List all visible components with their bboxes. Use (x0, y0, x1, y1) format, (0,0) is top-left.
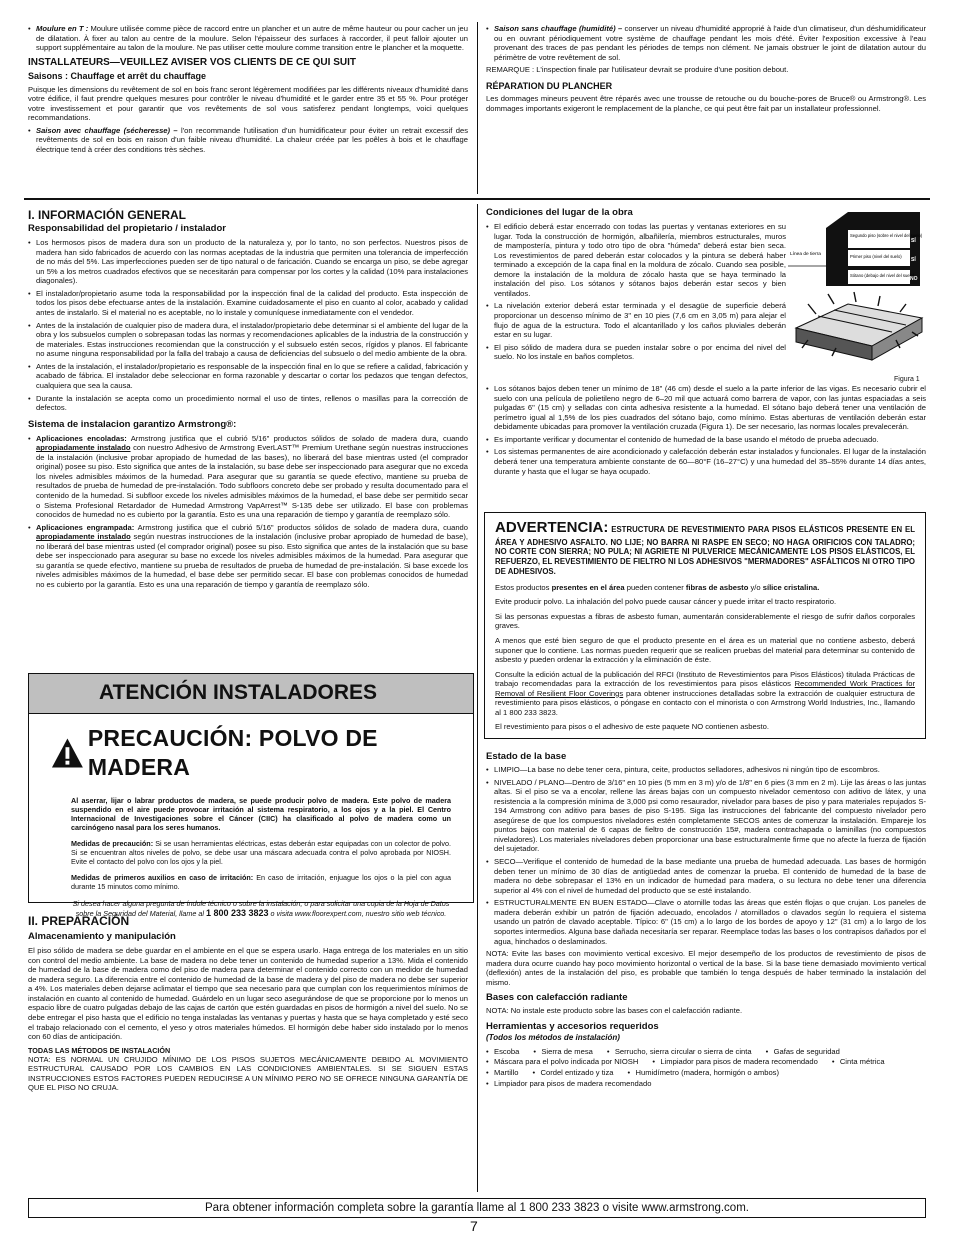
precaution-text: Medidas de precaución: Si se usan herramientas eléctricas, estas deberán estar equipadas con un colector de polvo. Si se encuentran altos niveles de polvo, se debe usar una máscara adecuada contra el polvo aprobada por NIOSH. Evite el contacto del polvo con los ojos y la piel. (71, 839, 451, 867)
resp-item: • Antes de la instalación, el instalador/propietario es responsable de la inspección final en lo que se refiere a calidad, fabricación y acabado de fábrica. El instalador debe seleccionar en forma razonable y descartar o cortar los pedazos que tengan defectos, cualquiera que sea la causa. (28, 362, 468, 391)
ground-line-label: Línea de tierra (790, 252, 821, 257)
no-badge: NO (910, 276, 918, 282)
fr-left-column (28, 24, 468, 158)
adv-p4: A menos que esté bien seguro de que el producto presente en el área es un material que no contiene asbesto, deberá suponer que lo contiene. Las normas pueden requerir que se realicen pruebas del material para determinar su contenido de asbesto y pueden ordenar la extracción y la eliminación de éste. (495, 635, 915, 665)
resp-item: • El instalador/propietario asume toda la responsabilidad por la inspección final de la calidad del producto. Esta inspección de todos los pisos debe efectuarse antes de la instalación. Examine cuidadosamente el piso en cuanto al color, acabado y calidad antes de instalarlo. Si el material no es aceptable, no lo instale y comuníquese inmediatamente con el vendedor. (28, 289, 468, 318)
level2-label: Segundo piso (sobre el nivel del suelo) (850, 233, 923, 238)
responsibility-heading: Responsabilidad del propietario / instalador (28, 223, 226, 235)
tools-subheading: (Todos los métodos de instalación) (486, 1032, 620, 1042)
base-item: • SECO—Verifique el contenido de humedad de la base mediante una prueba de humedad adecuada. Las bases de hormigón deben tener un mínimo de 30 días de antigüedad antes de comenzar la prueba. El contenido de humedad de la base de madera no debe sobrepasar el 13% en un indicador de humedad para madera, o su lectura no debe tener una diferencia superior al 4% con el nivel de humedad del producto que se esté instalando. (486, 857, 926, 895)
storage-text: El piso sólido de madera se debe guardar en el ambiente en el que se espera usarlo. Haga entrega de los materiales en un sitio con control del medio ambiente. La base de madera no debe tener un contenido de humedad superior a 13%. Mida el contenido de humedad de la base de madera como del piso de madera para determinar el contenido correcto con un medidor de humedad de madera seguro. La diferencia entre el contenido de humedad de la base de madera y del piso de madera no debe ser superior a 4%. Los materiales deben dejarse aclimatar el tiempo que sea necesario para que cumplan con los requerimientos mínimos de instalación en cuanto al contenido de humedad. Guárdelo en un lugar seco asegurándose de que se proporcione por lo menos un espacio libre de cuatro pulgadas debajo de las cajas de cartón que estén guardadas en pisos de hormigón a nivel del suelo. No se debe entregar el piso hasta que el edificio no tenga instaladas las ventanas y puertas y hasta que se haya completado y esté seco el trabajo relacionado con el cemento, el yeso y otros materiales húmedos. El hormigón debe haber sido instalado por lo menos con 60 días de anticipación. (28, 946, 468, 1042)
tool-item: • Limpiador para pisos de madera recomendado (486, 1079, 651, 1089)
es-right-column-lower (486, 751, 926, 1089)
base-note: NOTA: Evite las bases con movimiento vertical excesivo. El mejor desempeño de los productos de revestimiento de pisos de madera dura ocurre cuando hay poco movimiento horizontal o vertical de la base. Si la base tiene demasiado movimiento vertical (deflexión) antes de la instalación del piso, es probable que también lo tenga después de haber terminado la instalación del mismo. (486, 949, 926, 987)
caution-bold-text: Al aserrar, lijar o labrar productos de madera, se puede producir polvo de madera. Este polvo de madera suspendido en el aire puede provocar irritación al sistema respiratorio, a los ojos y a la piel. El Centro Internacional de Investigaciones sobre el Cáncer (CIIC) ha clasificado al polvo de madera como un carcinógeno nasal para los seres humanos. (71, 795, 451, 833)
base-item: • ESTRUCTURALMENTE EN BUEN ESTADO—Clave o atornille todas las áreas que estén flojas o que crujan. Los paneles de madera deberán exhibir un patrón de fijación adecuado, encolados / atornillados o clavados según lo requiera el sistema usando un patrón de clavado aceptable. Típico: 6" (15 cm) a lo largo de los bordes de apoyo y 12" (31 cm) a lo largo de los soportes intermedios. Alguna base dañada necesitaría ser reparar. Reemplace todas las bases o los contrapisos dañados por el agua, hinchados o deslaminados. (486, 898, 926, 946)
main-column-divider (477, 204, 478, 1192)
fr-right-column (486, 24, 926, 116)
site-item: • Es importante verificar y documentar el contenido de humedad de la base usando el método de prueba adecuado. (486, 435, 926, 445)
base-condition-heading: Estado de la base (486, 751, 567, 762)
advertencia-heading: ADVERTENCIA: ESTRUCTURA DE REVESTIMIENTO PARA PISOS ELÁSTICOS PRESENTE EN EL ÁREA Y ADHESIVO ASFALTO. NO LIJE; NO BARRA NI RASPE EN SECO; NO HAGA ORIFICIOS CON TALADRO; NO CORTE CON SIERRA; NO PULA; NI AGRIETE NI PULVERICE MECÁNICAMENTE LOS PISOS ELÁSTICOS, EL REFUERZO, EL REVESTIMIENTO DE FIELTRO NI LOS ADHESIVOS "MERMADORES" ASFÁLTICOS NI OTRO TIPO DE ADHESIVOS. (495, 519, 915, 576)
es-left-column (28, 206, 468, 593)
caution-title: PRECAUCIÓN: POLVO DE MADERA (87, 725, 378, 780)
advertencia-box (484, 512, 926, 739)
repair-heading: RÉPARATION DU PLANCHER (486, 80, 613, 91)
warranty-footer-bar (28, 1198, 926, 1218)
section1-heading: I. INFORMACIÓN GENERAL (28, 208, 186, 222)
moulure-item: • Moulure en T : Moulure utilisée comme pièce de raccord entre un plancher et un autre de même hauteur ou pour cacher un jeu de dilatation. À fixer au talon au centre de la moulure. Selon l'épaisseur des surfaces à raccorder, il peut falloir ajouter un support supplémentaire au talon de la moulure. Ne pas utiliser cette moulure comme transition entre le plancher et la moquette. (28, 24, 468, 53)
warranty-system-heading: Sistema de instalacion garantizo Armstrong®: (28, 418, 237, 430)
all-methods-text: NOTA: ES NORMAL UN CRUJIDO MÍNIMO DE LOS PISOS SUJETOS MECÁNICAMENTE DEBIDO AL MOVIMIENTO ESTRUCTURAL CAUSADO POR LOS CAMBIOS EN LAS CONDICIONES AMBIENTALES. SI SE SIGUEN ESTAS INSTRUCCIONES ESTOS FACTORES PUEDEN REDUCIRSE A UN MÍNIMO PERO NO SE OFRECE NINGUNA GARANTÍA DE QUE EL PISO NO CRUJA. (28, 1054, 468, 1093)
tool-item: • Gafas de seguridad (766, 1047, 840, 1057)
warning-triangle-icon (51, 737, 84, 769)
section-divider (24, 198, 930, 200)
es-left-column-lower (28, 914, 468, 1096)
tool-item: • Cordel entizado y tiza (532, 1068, 613, 1078)
tools-row (486, 1057, 926, 1067)
tool-item: • Humidímetro (madera, hormigón o ambos) (628, 1068, 780, 1078)
tool-item: • Máscara para el polvo indicada por NIOSH (486, 1057, 638, 1067)
tool-item: • Cinta métrica (832, 1057, 885, 1067)
level0-label: Sótano (debajo del nivel del suelo) (850, 273, 915, 278)
attention-installers-box (28, 673, 474, 918)
top-column-divider (477, 22, 478, 194)
tool-item: • Martillo (486, 1068, 518, 1078)
site-item: • Los sótanos bajos deben tener un mínimo de 18" (46 cm) desde el suelo a la parte inferior de las vigas. Es necesario cubrir el suelo con una película de polietileno negro de 6–20 mil que actuará como barrera de vapor, con las juntas espaciadas a seis pulgadas 6" (15 cm) y selladas con cinta adhesiva resistente a la humedad. El sótano bajo deberá tener una ventilación de perímetro igual al 1,5% de los pies cuadrados del sótano bajo, como mínimo. Estas aberturas de ventilación deberán estar debidamente ubicadas para promover la ventilación cruzada (Figura 1). De ser necesario, las normas locales prevalecerán. (486, 384, 926, 432)
adv-p1: Estos productos presentes en el área pueden contener fibras de asbesto y/o sílice cristalina. (495, 582, 820, 592)
phone-number: 1 800 233 3823 (205, 907, 269, 918)
msds-text: Si desea hacer alguna pregunta de índole técnico o sobre la instalación, o para solicitar una copia de la Hoja de Datos sobre la Seguridad del Material, llame al 1 800 233 3823 o visita www.floorexpert.com, nuestro sitio web técnico. (72, 898, 450, 918)
remarque-text: REMARQUE : L'inspection finale par l'utilisateur devrait se produire d'une position debout. (486, 65, 789, 75)
seasons-heading: Saisons : Chauffage et arrêt du chauffage (28, 71, 207, 82)
tools-row (486, 1047, 926, 1057)
adv-p6: El revestimiento para pisos o el adhesivo de este paquete NO contienen asbesto. (495, 722, 769, 732)
site-conditions-heading: Condiciones del lugar de la obra (486, 207, 633, 218)
site-item: • El piso sólido de madera dura se pueden instalar sobre o por encima del nivel del suelo. No los instale en baños completos. (486, 343, 786, 362)
resp-item: • Los hermosos pisos de madera dura son un producto de la naturaleza y, por lo tanto, no son perfectos. Nuestros pisos de madera han sido fabricados de acuerdo con las normas aceptadas de la industria que permiten una tolerancia de imperfección de no más del 5%. Las imperfecciones pueden ser de tipo natural o de faricación. Cuando se encarga un piso, se debe agregar un 5% a los metros cuadrados efectivos que se necesitarán para compensar por los cortes y la calidad (10% para instalaciones diagonales). (28, 238, 468, 286)
page-number: 7 (470, 1218, 478, 1234)
radiant-heading: Bases con calefacción radiante (486, 992, 628, 1004)
stapled-applications-item: • Aplicaciones engrampada: Armstrong justifica que el cubrió 5/16" productos sólidos de solado de madera dura, cuando apropiadamente instalado según nuestras instrucciones de la instalación (inclusive probar apropiado de humedad de base), no liberará del base mientras usted (el comprador original) posee su piso. Esto significa que antes de la instalación que su base debe ser inspeccionado para asegurar su base no excede los niveles admisibles máximos de la humedad. Para asegurar que su garantía se quede efectivo, mantiene su prueba de resultados de prueba de humedad de pre-instalación. Si base excede los niveles admisibles máximos de la humedad, el base debe ser permitido secar. El base con problemas conocidos de humedad no es cubierto por la garantía. Esto es una una reparación de tiempo y garantía de reemplazo sólo. (28, 523, 468, 590)
tool-item: • Serrucho, sierra circular o sierra de cinta (607, 1047, 752, 1057)
advertencia-title: ADVERTENCIA: (495, 519, 609, 536)
radiant-text: NOTA: No instale este producto sobre las bases con el calefacción radiante. (486, 1006, 743, 1016)
all-methods-heading: TODAS LAS MÉTODOS DE INSTALACIÓN (28, 1045, 171, 1055)
tool-item: • Escoba (486, 1047, 519, 1057)
dry-season-item: • Saison avec chauffage (sécheresse) – l'on recommande l'utilisation d'un humidificateur pour éviter un retrait excessif des revêtements de sol en bois en raison d'un faible niveau d'humidité. La chaleur créée par les poêles à bois et le chauffage électrique tend à créer des conditions très sèches. (28, 126, 468, 155)
crawlspace-sketch (796, 292, 922, 360)
adv-p3: Si las personas expuestas a fibras de asbesto fuman, aumentarán considerablemente el riesgo de sufrir daños corporales graves. (495, 611, 915, 631)
base-item: • NIVELADO / PLANO—Dentro de 3/16" en 10 pies (5 mm en 3 m) y/o de 1/8" en 6 pies (3 mm en 2 m). Lije las áreas o las juntas altas. Si el piso se va a encolar, rellene las áreas bajas con un compuesto nivelador cementoso con aditivo de látex, y una resistencia a la compresión mínima de 3,000 psi como resaurador, nivelador para bases de piso y para materiales repujados S-194 Armstrong con aditivo para bases de piso S-195. Siga las instrucciones del fabricante del compuesto nivelador pero asegúrese de que los compuestos niveladores estén completamente SECOS antes de comenzar la instalación. Empareje los puntos bajos con material de 6 capas de fieltro de construcción 15#, madera contrachapada o laminillas (no compuestos niveladores). Los materiales niveladores deben proporcionar una base estructuralmente firme que no afecte la fuerza de fijación del sujetador. (486, 778, 926, 855)
repair-text: Les dommages mineurs peuvent être réparés avec une trousse de retouche ou du bouche-pores de Bruce® ou Armstrong®. Les dommages importants exigeront le remplacement de la planche, ce qui peut être fait par un installateur professionnel. (486, 94, 926, 113)
level1-label: Primer piso (nivel del suelo) (850, 254, 902, 259)
seasons-text: Puisque les dimensions du revêtement de sol en bois franc seront légèrement modifiées par les différents niveaux d'humidité dans votre édifice, il faut prendre quelques mesures pour contrôler le niveau d'humidité et le garder entre 35 et 55 %. Pour protéger votre investissement et pour garantir que vos revêtements de sol vous satisferez pendant longtemps, voici quelques recommandations. (28, 84, 468, 123)
es-right-column-continued (486, 384, 926, 479)
es-right-column (486, 207, 786, 365)
resp-item: • Durante la instalación se acepta como un procedimiento normal el uso de tintes, rellenos o masillas para la corrección de defectos. (28, 394, 468, 413)
tools-heading: Herramientas y accesorios requeridos (486, 1020, 659, 1032)
tool-item: • Limpiador para pisos de madera recomendado (652, 1057, 817, 1067)
warranty-footer-text: Para obtener información completa sobre la garantía llame al 1 800 233 3823 o visite www.armstrong.com. (205, 1201, 749, 1214)
site-item: • La nivelación exterior deberá estar terminada y el desagüe de superficie deberá proporcionar un descenso mínimo de 3" en 10 pies (7,6 cm en 3,05 m) para alejar el flujo de agua de la estructura. Todo el alcantarillado y los caños pluviales deberán estar en su lugar. (486, 301, 786, 339)
adv-p5: Consulte la edición actual de la publicación del RFCI (Instituto de Revestimientos para Pisos Elásticos) titulada Prácticas de trabajo recomendadas para la extracción de los revestimientos para pisos elásticos Recommended Work Practices for Removal of Resilient Floor Coverings para obtener instrucciones detalladas sobre la extracción de cualquier estructura de revestimiento para pisos elásticos, o póngase en contacto con el minorista o con Armstrong World Industries, Inc., llamando al 1 800 233 3823. (495, 669, 915, 717)
glued-applications-item: • Aplicaciones encoladas: Armstrong justifica que el cubrió 5/16" productos sólidos de solado de madera dura, cuando apropiadamente instalado con nuestro Adhesivo de Armstrong EverLAST™ Premium Urethane según nuestras instrucciones de la instalación (inclusive probar apropiado de humedad de las bases), no liberará del base mientras usted (el comprador original) posee su piso. Esto significa que antes de la instalación, su base debe ser inspeccionado para asegurar que no exceda los niveles admisibles máximos de la humedad. Para asegurar que su garantía se quede efectivo, mantiene su prueba de resultados de prueba de humedad de pre-instalación. Todo subfloors concreto debe ser probado y resulta documentado para el contenido de la humedad. Si subfloor excede los niveles admisibles máximos de la humedad, el base debe ser permitido secar o Sistema Profesional Retardador de Humedad Armstrong VapArrest™ S-135 debe ser utilizado. El base con problemas conocidos de humedad no es cubierto por la garantía. Esto es una una reparación de tiempo y garantía de reemplazo sólo. (28, 434, 468, 520)
tool-item: • Sierra de mesa (533, 1047, 593, 1057)
tools-row (486, 1079, 926, 1089)
site-item: • Los sistemas permanentes de aire acondicionado y calefacción deberán estar instalados y funcionales. El lugar de la instalación deberá tener una temperatura ambiente constante de 60—80°F (16–27°C) y una humedad del 35–55% durante 14 días antes, durante y hasta que el lugar se haya ocupado. (486, 447, 926, 476)
base-item: • LIMPIO—La base no debe tener cera, pintura, ceite, productos selladores, adhesivos ni ningún tipo de escombros. (486, 765, 926, 775)
caution-header (29, 714, 473, 782)
resp-item: • Antes de la instalación de cualquier piso de madera dura, el instalador/propietario debe determinar si el ambiente del lugar de la obra y los subsuelos cumplen o sobrepasan todas las normas y recomendaciones aplicables de la industria de la construcción y de materiales. Estas instrucciones recomiendan que la construcción y el subsuelo estén secos, rígidos y planos. El fabricante no asume ninguna responsabilidad por la falla del trabajo a causa de deficiencias del subsuelo o del medio ambiente de la obra. (28, 321, 468, 359)
tools-row (486, 1068, 926, 1078)
caution-body (29, 782, 473, 919)
firstaid-text: Medidas de primeros auxilios en caso de irritación: En caso de irritación, enjuague los ojos o la piel con agua durante 15 minutos como mínimo. (71, 873, 451, 892)
humid-season-item: • Saison sans chauffage (humidité) – conserver un niveau d'humidité approprié à l'aide d'un climatiseur, d'un déshumidificateur ou en ouvrant périodiquement votre système de chauffage pendant les mois d'été. Éviter l'exposition excessive à l'eau provenant des traces de pas pendant les périodes de temps non clément. Ne jamais obstruer le joint de dilatation autour du périmètre de votre revêtement de sol. (486, 24, 926, 62)
adv-p2: Evite producir polvo. La inhalación del polvo puede causar cáncer y puede irritar el tracto respiratorio. (495, 597, 837, 607)
site-item: • El edificio deberá estar encerrado con todas las puertas y ventanas exteriores en su lugar. Toda la construcción de hormigón, albañilería, miembros estructurales, muros de mampostería, pintura y todo otro tipo de obra "húmeda" deberá estar bien seca. Los revestimientos de pared deberán estar colocados y la pintura se deberá haber terminado a excepción de la capa final en la moldura de zócalo. Cuando sea posible, demore la instalación de la moldura de zócalo hasta que se haya terminado la instalación del piso. Los sótanos y sótanos bajos deberán estar secos y bien ventilados. (486, 222, 786, 299)
attention-title: ATENCIÓN INSTALADORES (29, 674, 473, 714)
storage-heading: Almacenamiento y manipulación (28, 931, 176, 943)
figure-1-diagram (788, 208, 928, 386)
yes-badge-2: SÍ (911, 257, 916, 263)
section2-heading: II. PREPARACIÓN (28, 914, 130, 928)
figure-1-label: Figura 1 (894, 376, 920, 383)
installers-heading: INSTALLATEURS—VEUILLEZ AVISER VOS CLIENTS DE CE QUI SUIT (28, 56, 356, 68)
yes-badge-1: SÍ (911, 238, 916, 244)
